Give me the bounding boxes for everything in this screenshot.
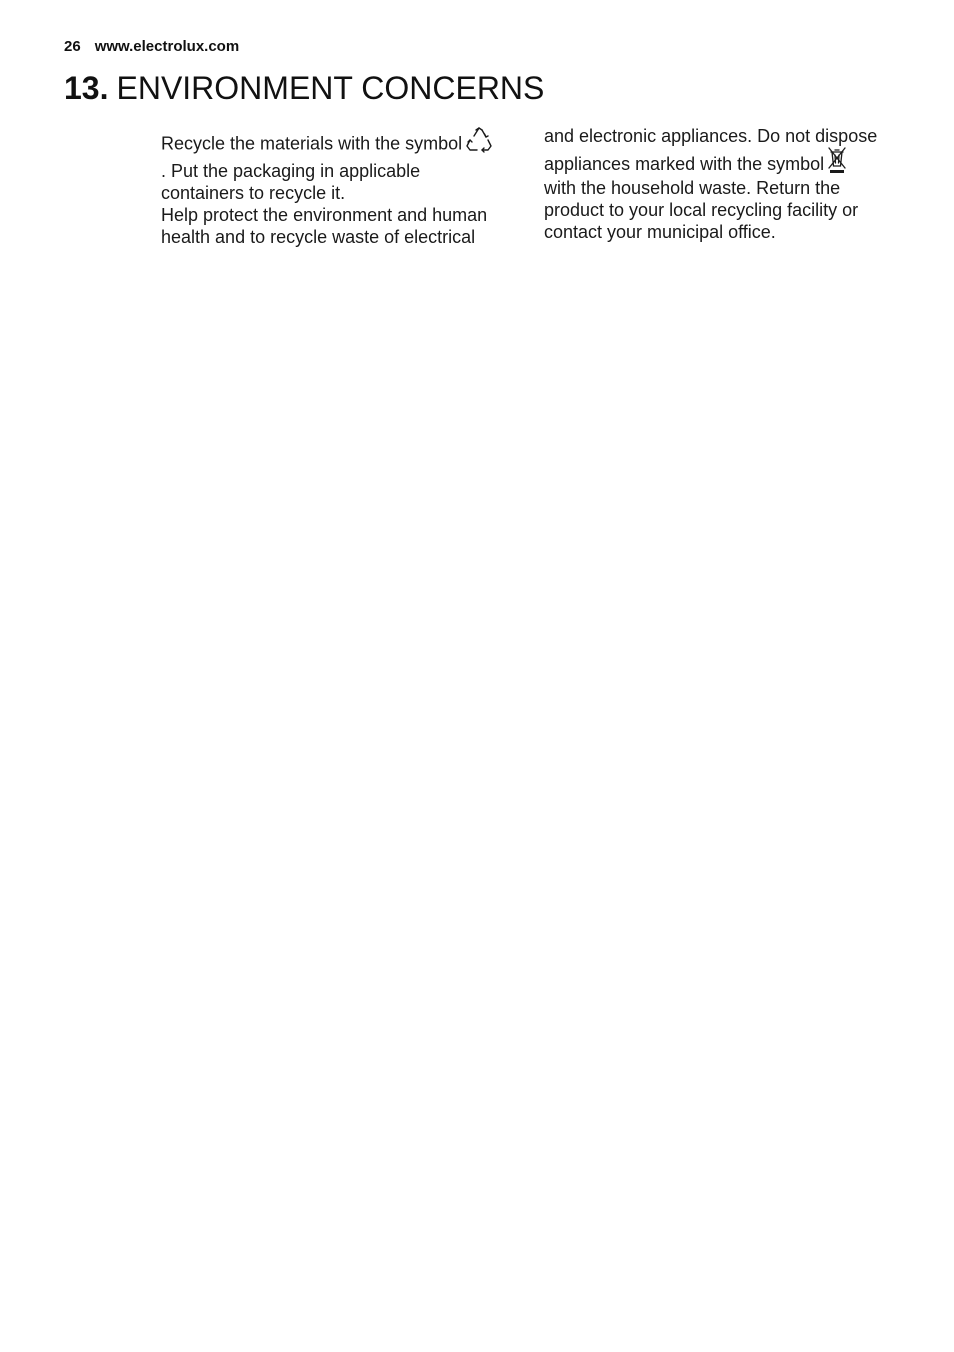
section-heading: ENVIRONMENT CONCERNS <box>116 70 545 106</box>
right-column <box>544 125 914 243</box>
right-line-2-text: appliances marked with the symbol <box>544 153 825 174</box>
right-line-1: and electronic appliances. Do not dispose <box>544 126 878 146</box>
recycle-icon <box>466 126 492 163</box>
right-line-3: with the household waste. Return the <box>544 178 841 198</box>
website-link[interactable]: www.electrolux.com <box>94 38 240 55</box>
page-number: 26 <box>64 38 81 55</box>
section-title <box>64 68 544 108</box>
left-line-5: health and to recycle waste of electrical <box>161 227 476 247</box>
left-line-4: Help protect the environment and human <box>161 205 488 225</box>
left-line-3: containers to recycle it. <box>161 183 346 203</box>
left-line-2: . Put the packaging in applicable <box>161 161 421 181</box>
right-line-4: product to your local recycling facility or <box>544 200 859 220</box>
left-line-1 <box>161 126 521 156</box>
section-number: 13. <box>64 70 109 106</box>
right-line-5: contact your municipal office. <box>544 222 776 242</box>
page-header <box>64 38 239 55</box>
left-line-1-text: Recycle the materials with the symbol <box>161 133 463 154</box>
left-column <box>161 126 521 248</box>
right-line-2 <box>544 147 914 175</box>
